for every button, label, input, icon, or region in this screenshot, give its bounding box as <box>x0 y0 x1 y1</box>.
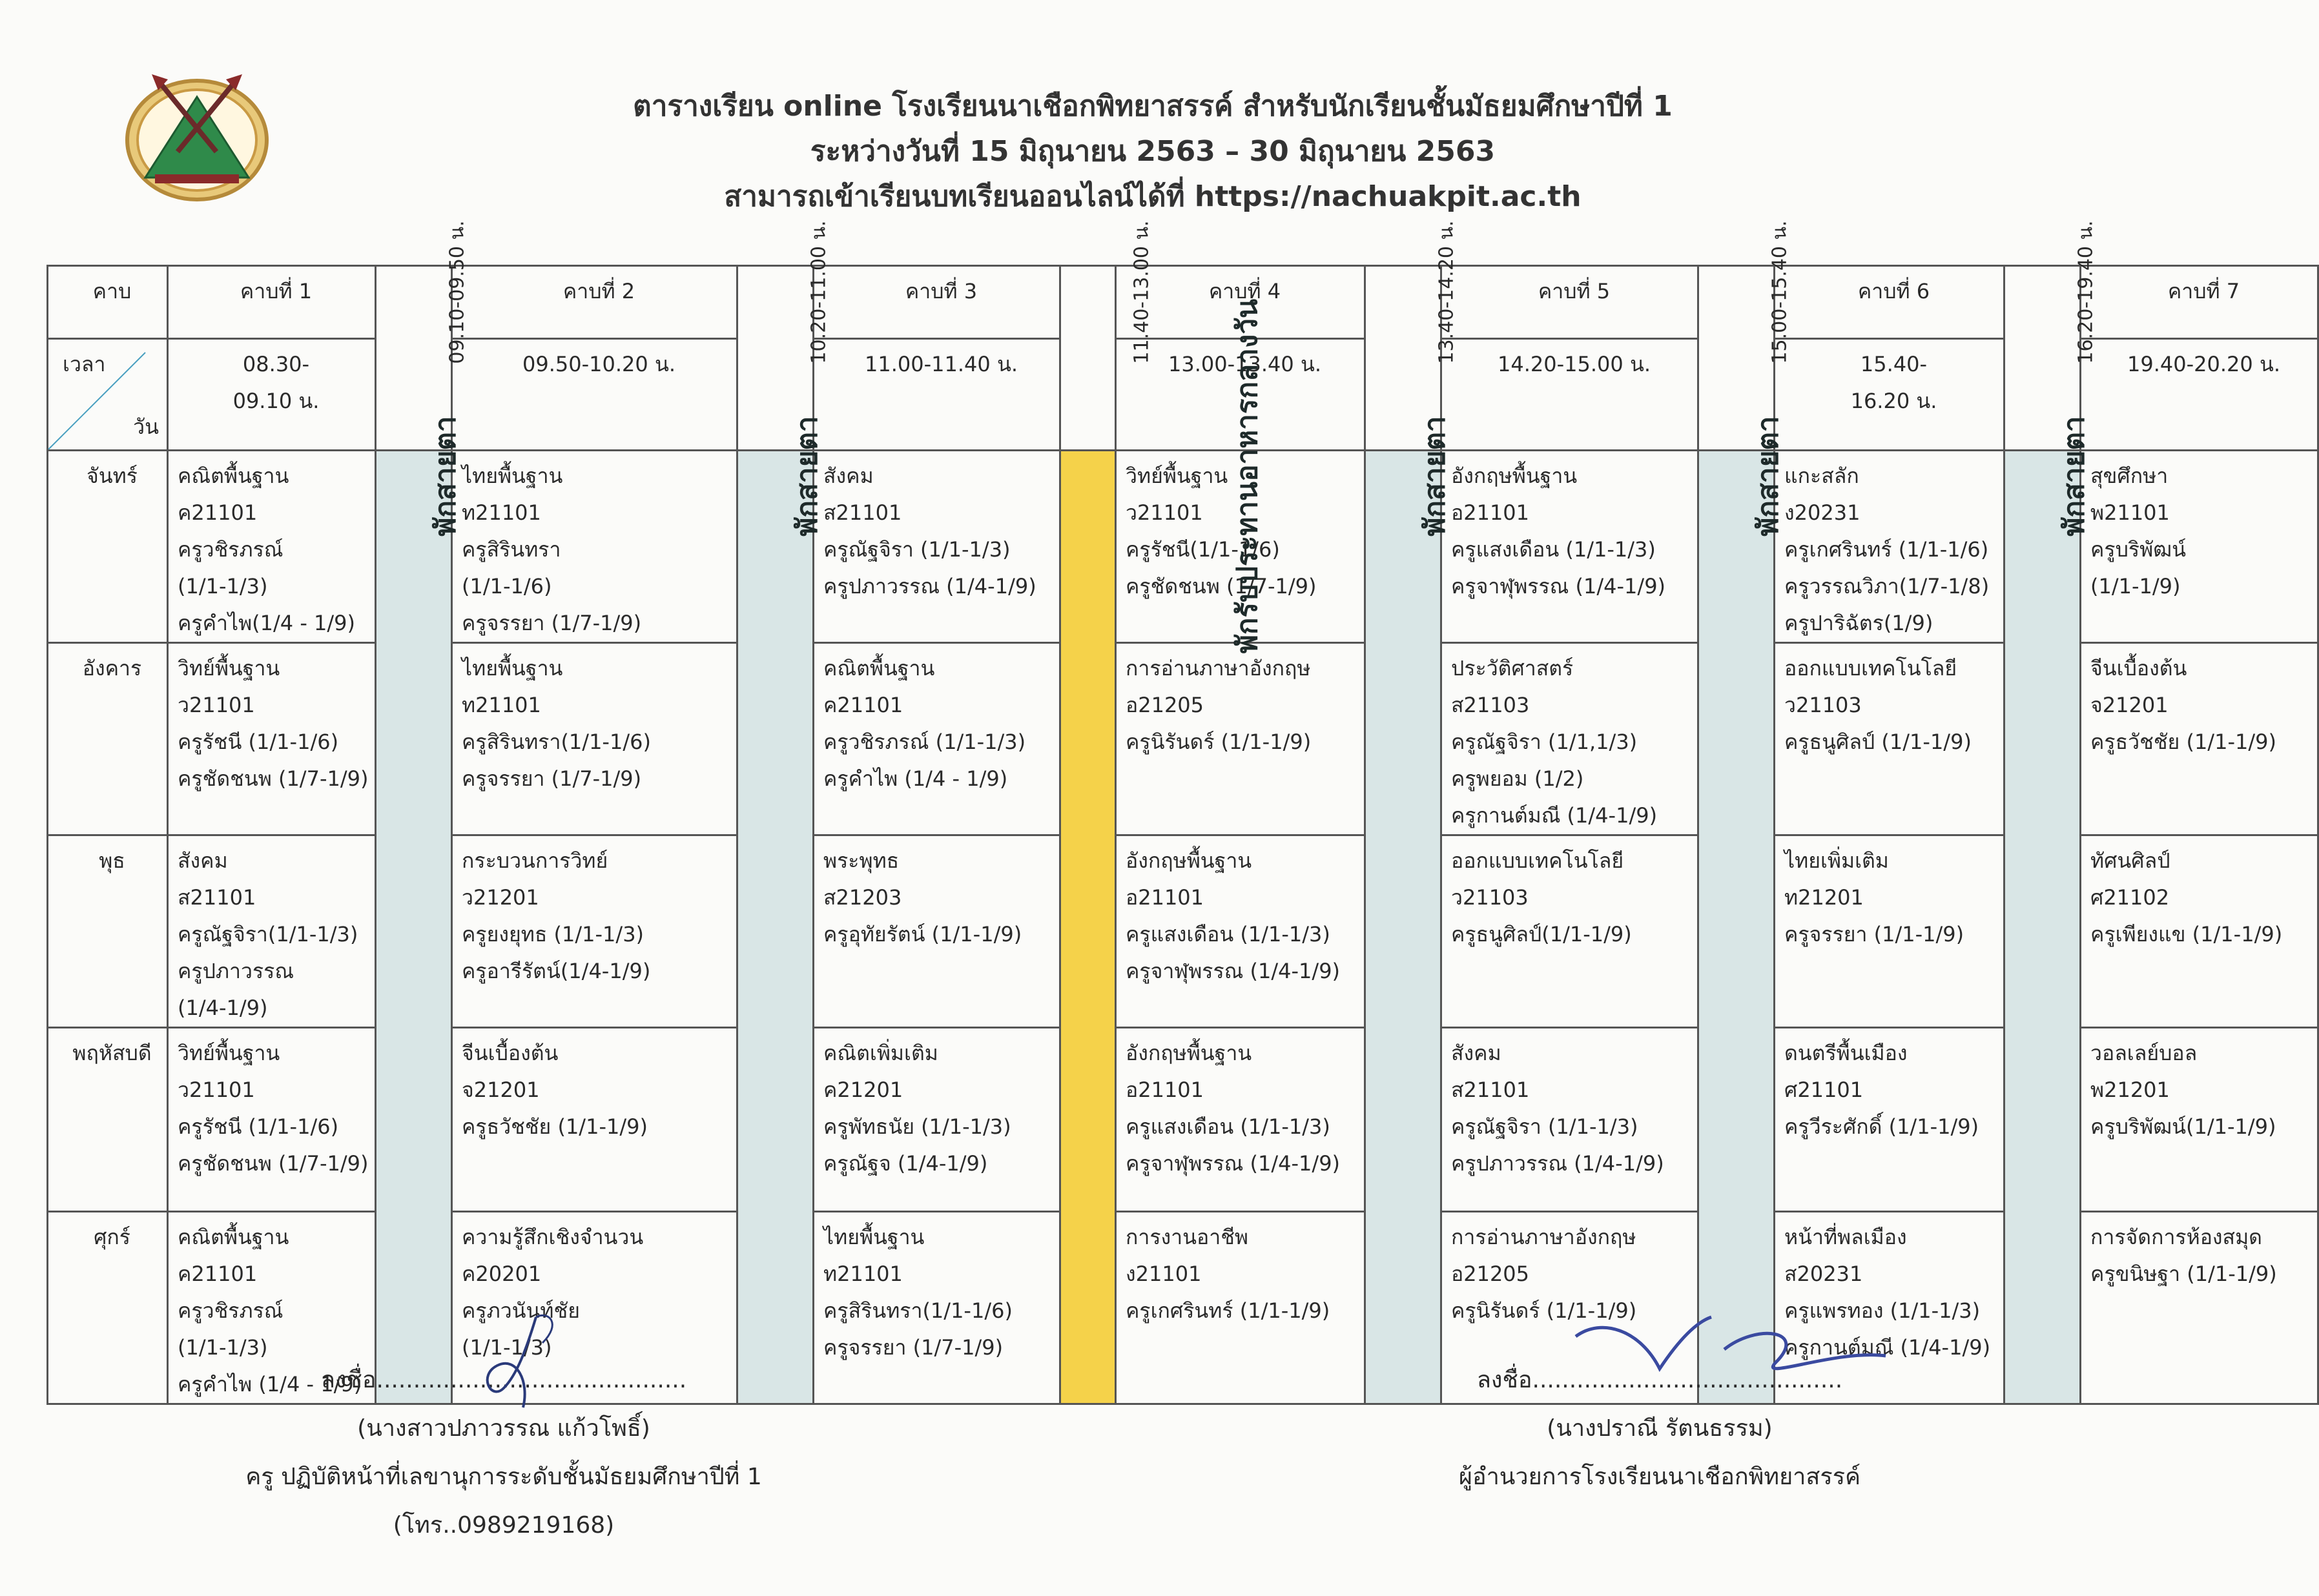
cell-line: ดนตรีพื้นเมือง <box>1784 1041 1908 1065</box>
cell-line: ครูณัฐจิรา(1/1-1/3) <box>178 922 358 946</box>
cell-line: ครูภวนันท์ชัย <box>462 1298 580 1323</box>
cell-line: 08.30- <box>242 352 310 376</box>
cell-line: 13.00-13.40 น. <box>1168 352 1321 376</box>
header-website: สามารถเข้าเรียนบทเรียนออนไลน์ได้ที่ https://nachuakpit.ac.th <box>724 180 1582 213</box>
cell-line: ครูสิรินทรา(1/1-1/6) <box>462 730 651 754</box>
day-name: จันทร์ <box>48 451 168 643</box>
period-label: คาบ <box>48 266 168 339</box>
cell-line: ครูปภาวรรณ (1/4-1/9) <box>823 574 1036 598</box>
eye-rest-label: พักสายตา <box>2057 416 2091 537</box>
cell-line: วิทย์พื้นฐาน <box>1126 464 1228 488</box>
class-cell <box>1116 1028 1365 1212</box>
cell-line: จ21201 <box>2090 693 2169 717</box>
period-time <box>1775 339 2005 451</box>
break-time-header <box>1060 220 1153 451</box>
cell-line: ประวัติศาสตร์ <box>1451 656 1574 680</box>
cell-line: ศ21101 <box>1784 1078 1864 1102</box>
cell-line: ครูปาริฉัตร(1/9) <box>1784 611 1933 635</box>
cell-line: 15.40- <box>1860 352 1928 376</box>
eye-rest-label: พักสายตา <box>1751 416 1785 537</box>
class-cell <box>168 643 376 835</box>
cell-line: แกะสลัก <box>1784 464 1859 488</box>
time-day-corner <box>48 339 168 451</box>
class-cell <box>1775 451 2005 643</box>
cell-line: ครูณัฐจ (1/4-1/9) <box>823 1151 988 1176</box>
cell-line: ส21103 <box>1451 693 1530 717</box>
cell-line: ครูคำไพ (1/4 - 1/9) <box>823 766 1008 791</box>
cell-line: ครูกานต์มณี (1/4-1/9) <box>1451 803 1658 828</box>
cell-line: ออกแบบเทคโนโลยี <box>1784 656 1957 680</box>
class-cell <box>168 835 376 1028</box>
period-time <box>168 339 376 451</box>
cell-line: ครูจาฬุพรรณ (1/4-1/9) <box>1126 959 1341 983</box>
cell-line: ไทยพื้นฐาน <box>823 1225 925 1249</box>
cell-line: ครูยงยุทธ (1/1-1/3) <box>462 922 644 946</box>
cell-line: 11.00-11.40 น. <box>865 352 1018 376</box>
cell-line: ว21103 <box>1451 885 1529 910</box>
cell-line: ครูจาฬุพรรณ (1/4-1/9) <box>1126 1151 1341 1176</box>
cell-line: ครูจาฬุพรรณ (1/4-1/9) <box>1451 574 1666 598</box>
cell-line: ครูขนิษฐา (1/1-1/9) <box>2090 1262 2277 1286</box>
right-signature-block <box>1369 1356 1950 1501</box>
cell-line: ง21101 <box>1126 1262 1202 1286</box>
cell-line: ไทยพื้นฐาน <box>462 656 563 680</box>
cell-line: อ21205 <box>1451 1262 1530 1286</box>
class-cell <box>1775 643 2005 835</box>
cell-line: ครูธวัชชัย (1/1-1/9) <box>2090 730 2276 754</box>
cell-line: ไทยเพิ่มเติม <box>1784 848 1889 873</box>
left-signer-phone: (โทร..0989219168) <box>393 1512 615 1539</box>
class-cell <box>452 835 737 1028</box>
cell-line: ส21101 <box>178 885 256 910</box>
cell-line: (1/4-1/9) <box>178 996 268 1020</box>
cell-line: ค20201 <box>462 1262 542 1286</box>
cell-line: ครูรัชนี (1/1-1/6) <box>178 730 339 754</box>
cell-line: ครูปภาวรรณ <box>178 959 294 983</box>
cell-line: ครูวชิรภรณ์ (1/1-1/3) <box>823 730 1026 754</box>
cell-line: (1/1-1/3) <box>462 1335 552 1360</box>
cell-line: ว21103 <box>1784 693 1862 717</box>
cell-line: ครูเกศรินทร์ (1/1-1/9) <box>1126 1298 1330 1323</box>
cell-line: ครูกานต์มณี (1/4-1/9) <box>1784 1335 1991 1360</box>
cell-line: ไทยพื้นฐาน <box>462 464 563 488</box>
cell-line: ครูธนูศิลป์(1/1-1/9) <box>1451 922 1632 946</box>
left-signer-title: ครู ปฏิบัติหน้าที่เลขานุการระดับชั้นมัธยมศึกษาปีที่ 1 <box>245 1464 762 1490</box>
cell-line: 09.50-10.20 น. <box>522 352 675 376</box>
class-cell <box>1116 835 1365 1028</box>
period-time <box>1441 339 1698 451</box>
lunch-break-label: พักรับประทานอาหารกลางวัน <box>1231 298 1264 654</box>
cell-line: สังคม <box>178 848 228 873</box>
cell-line: ครูแสงเดือน (1/1-1/3) <box>1126 1114 1330 1139</box>
cell-line: ส21101 <box>823 500 902 525</box>
document-header <box>291 84 2015 220</box>
cell-line: ครูณัฐจิรา (1/1-1/3) <box>823 537 1011 562</box>
cell-line: คณิตพื้นฐาน <box>178 464 289 488</box>
cell-line: คณิตพื้นฐาน <box>178 1225 289 1249</box>
cell-line: 14.20-15.00 น. <box>1498 352 1651 376</box>
school-logo <box>119 68 274 210</box>
left-signer-name: (นางสาวปภาวรรณ แก้วโพธิ์) <box>357 1415 650 1442</box>
cell-line: การงานอาชีพ <box>1126 1225 1248 1249</box>
class-cell <box>452 643 737 835</box>
cell-line: (1/1-1/3) <box>178 574 268 598</box>
period-time <box>814 339 1060 451</box>
cell-line: ครูพัทธนัย (1/1-1/3) <box>823 1114 1011 1139</box>
cell-line: ครูจรรยา (1/7-1/9) <box>823 1335 1004 1360</box>
day-name: อังคาร <box>48 643 168 835</box>
class-cell <box>1775 835 2005 1028</box>
cell-line: วอลเลย์บอล <box>2090 1041 2198 1065</box>
class-cell <box>1441 643 1698 835</box>
cell-line: (1/1-1/6) <box>462 574 552 598</box>
cell-line: พ21201 <box>2090 1078 2170 1102</box>
cell-line: ครูอารีรัตน์(1/4-1/9) <box>462 959 651 983</box>
class-cell <box>168 1028 376 1212</box>
cell-line: ครูธนูศิลป์ (1/1-1/9) <box>1784 730 1972 754</box>
class-cell <box>452 451 737 643</box>
cell-line: ครูรัชนี(1/1-1/6) <box>1126 537 1280 562</box>
eye-rest-break-column <box>1365 416 1452 1404</box>
cell-line: ครูบริพัฒน์(1/1-1/9) <box>2090 1114 2276 1139</box>
time-label: เวลา <box>63 352 106 376</box>
class-cell <box>2081 451 2318 643</box>
break-time: 15.00-15.40 น. <box>1768 220 1791 364</box>
class-cell <box>814 451 1060 643</box>
cell-line: จ21201 <box>462 1078 540 1102</box>
cell-line: ครูวชิรภรณ์ <box>178 1298 283 1323</box>
period-header: คาบที่ 4 <box>1116 266 1365 339</box>
period-header: คาบที่ 5 <box>1441 266 1698 339</box>
cell-line: ครูชัดชนพ (1/7-1/9) <box>178 766 369 791</box>
cell-line: ความรู้สึกเชิงจำนวน <box>462 1225 644 1249</box>
cell-line: คณิตเพิ่มเติม <box>823 1041 938 1065</box>
cell-line: ท21201 <box>1784 885 1864 910</box>
period-header: คาบที่ 3 <box>814 266 1060 339</box>
cell-line: ครูคำไพ(1/4 - 1/9) <box>178 611 356 635</box>
cell-line: ครูรัชนี (1/1-1/6) <box>178 1114 339 1139</box>
eye-rest-label: พักสายตา <box>1418 416 1452 537</box>
header-date-range: ระหว่างวันที่ 15 มิถุนายน 2563 – 30 มิถุนายน 2563 <box>810 135 1496 168</box>
eye-rest-break-column <box>1698 416 1785 1404</box>
period-header: คาบที่ 7 <box>2081 266 2318 339</box>
cell-line: ค21101 <box>178 500 258 525</box>
cell-line: ครูพยอม (1/2) <box>1451 766 1584 791</box>
period-time <box>2081 339 2318 451</box>
cell-line: ครูนิรันดร์ (1/1-1/9) <box>1451 1298 1637 1323</box>
class-cell <box>1116 643 1365 835</box>
cell-line: ส20231 <box>1784 1262 1863 1286</box>
right-sign-line: ลงชื่อ.......................................... <box>1476 1367 1843 1393</box>
day-label: วัน <box>133 414 159 439</box>
period-header: คาบที่ 6 <box>1775 266 2005 339</box>
class-cell <box>168 451 376 643</box>
cell-line: ท21101 <box>462 693 541 717</box>
cell-line: 16.20 น. <box>1850 389 1937 413</box>
cell-line: ครูปภาวรรณ (1/4-1/9) <box>1451 1151 1664 1176</box>
class-cell <box>1116 1212 1365 1404</box>
cell-line: 09.10 น. <box>232 389 320 413</box>
cell-line: ครูสิรินทรา(1/1-1/6) <box>823 1298 1013 1323</box>
cell-line: ท21101 <box>823 1262 903 1286</box>
class-cell <box>1775 1028 2005 1212</box>
class-cell <box>814 835 1060 1028</box>
cell-line: คณิตพื้นฐาน <box>823 656 935 680</box>
cell-line: วิทย์พื้นฐาน <box>178 1041 280 1065</box>
eye-rest-label: พักสายตา <box>790 416 824 537</box>
right-signer-title: ผู้อำนวยการโรงเรียนนาเชือกพิทยาสรรค์ <box>1458 1464 1861 1490</box>
cell-line: ส21101 <box>1451 1078 1530 1102</box>
class-cell <box>2081 1028 2318 1212</box>
period-header: คาบที่ 2 <box>452 266 737 339</box>
class-cell <box>1441 451 1698 643</box>
left-signature-block <box>213 1356 794 1550</box>
cell-line: ท21101 <box>462 500 541 525</box>
day-name: พฤหัสบดี <box>48 1028 168 1212</box>
cell-line: ครูณัฐจิรา (1/1-1/3) <box>1451 1114 1638 1139</box>
cell-line: ว21201 <box>462 885 539 910</box>
cell-line: อ21101 <box>1126 1078 1204 1102</box>
cell-line: พระพุทธ <box>823 848 900 873</box>
cell-line: การอ่านภาษาอังกฤษ <box>1451 1225 1636 1249</box>
break-time: 11.40-13.00 น. <box>1130 220 1153 364</box>
cell-line: ว21101 <box>1126 500 1203 525</box>
cell-line: ครูนิรันดร์ (1/1-1/9) <box>1126 730 1312 754</box>
cell-line: อังกฤษพื้นฐาน <box>1126 848 1252 873</box>
cell-line: ทัศนศิลป์ <box>2090 848 2170 873</box>
cell-line: ครูวชิรภรณ์ <box>178 537 283 562</box>
break-time: 16.20-19.40 น. <box>2074 220 2097 364</box>
cell-line: สังคม <box>823 464 874 488</box>
cell-line: อังกฤษพื้นฐาน <box>1451 464 1578 488</box>
cell-line: อังกฤษพื้นฐาน <box>1126 1041 1252 1065</box>
cell-line: ครูณัฐจิรา (1/1,1/3) <box>1451 730 1638 754</box>
cell-line: ครูคำไพ (1/4 - 1/9) <box>178 1372 362 1396</box>
cell-line: อ21101 <box>1126 885 1204 910</box>
cell-line: ค21101 <box>823 693 903 717</box>
left-sign-line: ลงชื่อ.......................................... <box>320 1367 687 1393</box>
cell-line: สุขศึกษา <box>2090 464 2169 488</box>
cell-line: ครูวรรณวิภา(1/7-1/8) <box>1784 574 1990 598</box>
class-cell <box>2081 835 2318 1028</box>
eye-rest-label: พักสายตา <box>429 416 462 537</box>
cell-line: การจัดการห้องสมุด <box>2090 1225 2262 1249</box>
class-cell <box>2081 643 2318 835</box>
cell-line: ครูแสงเดือน (1/1-1/3) <box>1451 537 1656 562</box>
day-row <box>48 451 2318 643</box>
day-name: ศุกร์ <box>48 1212 168 1404</box>
cell-line: กระบวนการวิทย์ <box>462 848 608 873</box>
cell-line: พ21101 <box>2090 500 2170 525</box>
cell-line: 19.40-20.20 น. <box>2127 352 2280 376</box>
class-cell <box>452 1028 737 1212</box>
cell-line: ครูอุทัยรัตน์ (1/1-1/9) <box>823 922 1022 946</box>
cell-line: ครูจรรยา (1/7-1/9) <box>462 766 642 791</box>
class-cell <box>1441 1028 1698 1212</box>
cell-line: ครูชัดชนพ (1/7-1/9) <box>178 1151 369 1176</box>
day-name: พุธ <box>48 835 168 1028</box>
cell-line: ครูจรรยา (1/7-1/9) <box>462 611 642 635</box>
eye-rest-break-column <box>376 416 462 1404</box>
cell-line: ส21203 <box>823 885 902 910</box>
period-time <box>452 339 737 451</box>
class-cell <box>814 1028 1060 1212</box>
cell-line: จีนเบื้องต้น <box>462 1041 559 1065</box>
cell-line: ค21201 <box>823 1078 903 1102</box>
cell-line: อ21205 <box>1126 693 1204 717</box>
cell-line: (1/1-1/3) <box>178 1335 268 1360</box>
eye-rest-break-column <box>2005 416 2091 1404</box>
right-signer-name: (นางปราณี รัตนธรรม) <box>1547 1415 1773 1442</box>
cell-line: ง20231 <box>1784 500 1860 525</box>
cell-line: การอ่านภาษาอังกฤษ <box>1126 656 1311 680</box>
cell-line: ครูวีระศักดิ์ (1/1-1/9) <box>1784 1114 1979 1139</box>
cell-line: ค21101 <box>178 1262 258 1286</box>
cell-line: ว21101 <box>178 693 255 717</box>
cell-line: ออกแบบเทคโนโลยี <box>1451 848 1624 873</box>
cell-line: ครูเกศรินทร์ (1/1-1/6) <box>1784 537 1989 562</box>
eye-rest-break-column <box>737 416 824 1404</box>
cell-line: สังคม <box>1451 1041 1501 1065</box>
left-signature-mark <box>465 1304 594 1420</box>
class-cell <box>814 643 1060 835</box>
cell-line: ครูธวัชชัย (1/1-1/9) <box>462 1114 648 1139</box>
cell-line: วิทย์พื้นฐาน <box>178 656 280 680</box>
cell-line: หน้าที่พลเมือง <box>1784 1225 1907 1249</box>
class-cell <box>1441 835 1698 1028</box>
cell-line: ครูชัดชนพ (1/7-1/9) <box>1126 574 1317 598</box>
cell-line: จีนเบื้องต้น <box>2090 656 2187 680</box>
cell-line: ครูบริพัฒน์ <box>2090 537 2186 562</box>
period-header: คาบที่ 1 <box>168 266 376 339</box>
break-time: 09.10-09.50 น. <box>446 220 469 364</box>
right-signature-mark <box>1563 1311 1899 1388</box>
cell-line: ศ21102 <box>2090 885 2170 910</box>
cell-line: ครูแสงเดือน (1/1-1/3) <box>1126 922 1330 946</box>
break-time: 13.40-14.20 น. <box>1435 220 1458 364</box>
cell-line: ว21101 <box>178 1078 255 1102</box>
timetable <box>46 220 2319 1405</box>
cell-line: ครูจรรยา (1/1-1/9) <box>1784 922 1964 946</box>
cell-line: อ21101 <box>1451 500 1530 525</box>
cell-line: ครูสิรินทรา <box>462 537 561 562</box>
header-title: ตารางเรียน online โรงเรียนนาเชือกพิทยาสรรค์ สำหรับนักเรียนชั้นมัธยมศึกษาปีที่ 1 <box>633 90 1673 123</box>
cell-line: ครูเพียงแข (1/1-1/9) <box>2090 922 2283 946</box>
cell-line: ครูแพรทอง (1/1-1/3) <box>1784 1298 1981 1323</box>
cell-line: (1/1-1/9) <box>2090 574 2181 598</box>
break-time: 10.20-11.00 น. <box>807 220 830 364</box>
class-cell <box>2081 1212 2318 1404</box>
period-header-row <box>48 266 2318 339</box>
class-cell <box>814 1212 1060 1404</box>
